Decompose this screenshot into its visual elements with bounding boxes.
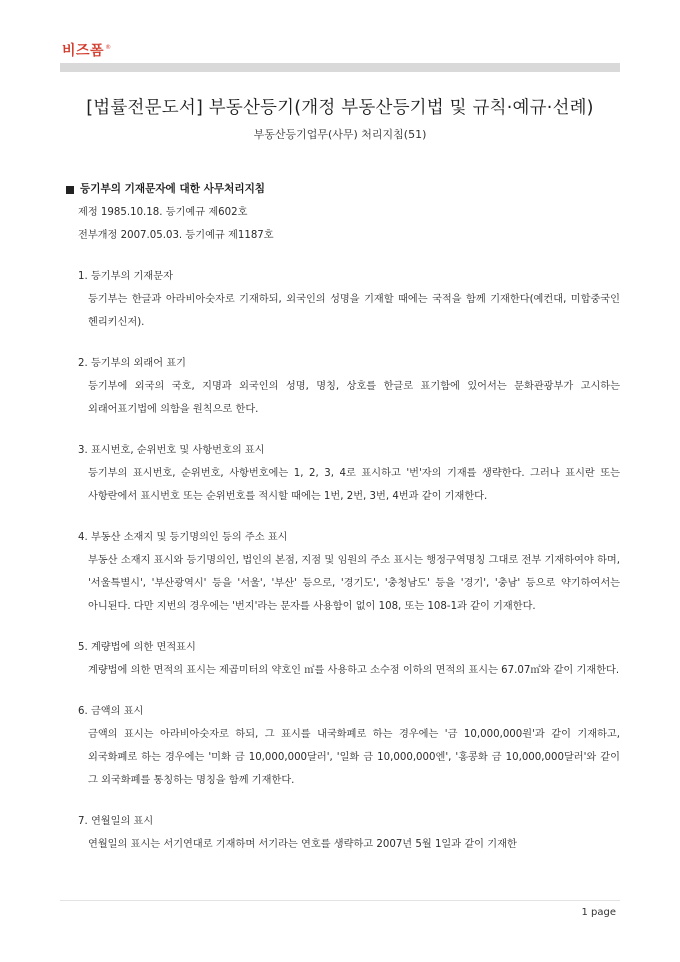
article-body: 등기부에 외국의 국호, 지명과 외국인의 성명, 명칭, 상호를 한글로 표기함에 있어서는 문화관광부가 고시하는 외래어표기법에 의함을 원칙으로 한다. <box>88 381 620 415</box>
article-body: 연월일의 표시는 서기연대로 기재하며 서기라는 연호를 생략하고 2007년 5월 1일과 같이 기재한 <box>88 839 517 850</box>
page-title: [법률전문도서] 부동산등기(개정 부동산등기법 및 규칙·예규·선례) <box>86 98 594 118</box>
article-body: 계량법에 의한 면적의 표시는 제곱미터의 약호인 ㎡를 사용하고 소수점 이하의 면적의 표시는 67.07㎡와 같이 기재한다. <box>88 665 620 676</box>
article-5 <box>60 636 620 682</box>
article-title: 2. 등기부의 외래어 표기 <box>78 358 187 369</box>
header-divider <box>60 63 620 72</box>
bizform-logo: 비즈폼® <box>62 43 112 59</box>
article-title: 5. 계량법에 의한 면적표시 <box>78 642 196 653</box>
article-1 <box>60 265 620 334</box>
article-body: 등기부의 표시번호, 순위번호, 사항번호에는 1, 2, 3, 4로 표시하고 '번'자의 기재를 생략한다. 그러나 표시란 또는 사항란에서 표시번호 또는 순위번호를 적시할 때에는 1번, 2번, 3번, 4번과 같이 기재한다. <box>88 468 620 502</box>
article-4 <box>60 526 620 618</box>
article-title: 3. 표시번호, 순위번호 및 사항번호의 표시 <box>78 445 265 456</box>
footer-divider <box>60 900 620 901</box>
article-title: 1. 등기부의 기재문자 <box>78 271 173 282</box>
enactment-line: 제정 1985.10.18. 등기예규 제602호 <box>78 207 248 218</box>
article-body: 금액의 표시는 아라비아숫자로 하되, 그 표시를 내국화폐로 하는 경우에는 '금 10,000,000원'과 같이 기재하고, 외국화폐로 하는 경우에는 '미화 금 10,000,000달러', '일화 금 10,000,000엔', '홍콩화 금 10,000,000달러'와 같이 그 외국화폐를 통칭하는 명칭을 함께 기재한다. <box>88 729 620 786</box>
section-heading: 등기부의 기재문자에 대한 사무처리지침 <box>60 178 620 201</box>
article-title: 4. 부동산 소재지 및 등기명의인 등의 주소 표시 <box>78 532 288 543</box>
article-7 <box>60 810 620 856</box>
page-subtitle: 부동산등기업무(사무) 처리지침(51) <box>253 128 427 141</box>
article-6 <box>60 700 620 792</box>
article-title: 6. 금액의 표시 <box>78 706 144 717</box>
revision-line: 전부개정 2007.05.03. 등기예규 제1187호 <box>78 230 274 241</box>
document-body <box>60 178 620 856</box>
article-2 <box>60 352 620 421</box>
page-number: 1 page <box>581 907 616 918</box>
article-body: 부동산 소재지 표시와 등기명의인, 법인의 본점, 지점 및 임원의 주소 표시는 행정구역명칭 그대로 전부 기재하여야 하며, '서울특별시', '부산광역시' 등을 '서울', '부산' 등으로, '경기도', '충청남도' 등을 '경기', '충남' 등으로 약기하여서는 아니된다. 다만 지번의 경우에는 '번지'라는 문자를 사용함이 없이 108, 또는 108-1과 같이 기재한다. <box>88 555 620 612</box>
article-3 <box>60 439 620 508</box>
square-bullet-icon <box>66 186 74 194</box>
article-body: 등기부는 한글과 아라비아숫자로 기재하되, 외국인의 성명을 기재할 때에는 국적을 함께 기재한다(예컨대, 미합중국인 헨리키신저). <box>88 294 620 328</box>
article-title: 7. 연월일의 표시 <box>78 816 154 827</box>
